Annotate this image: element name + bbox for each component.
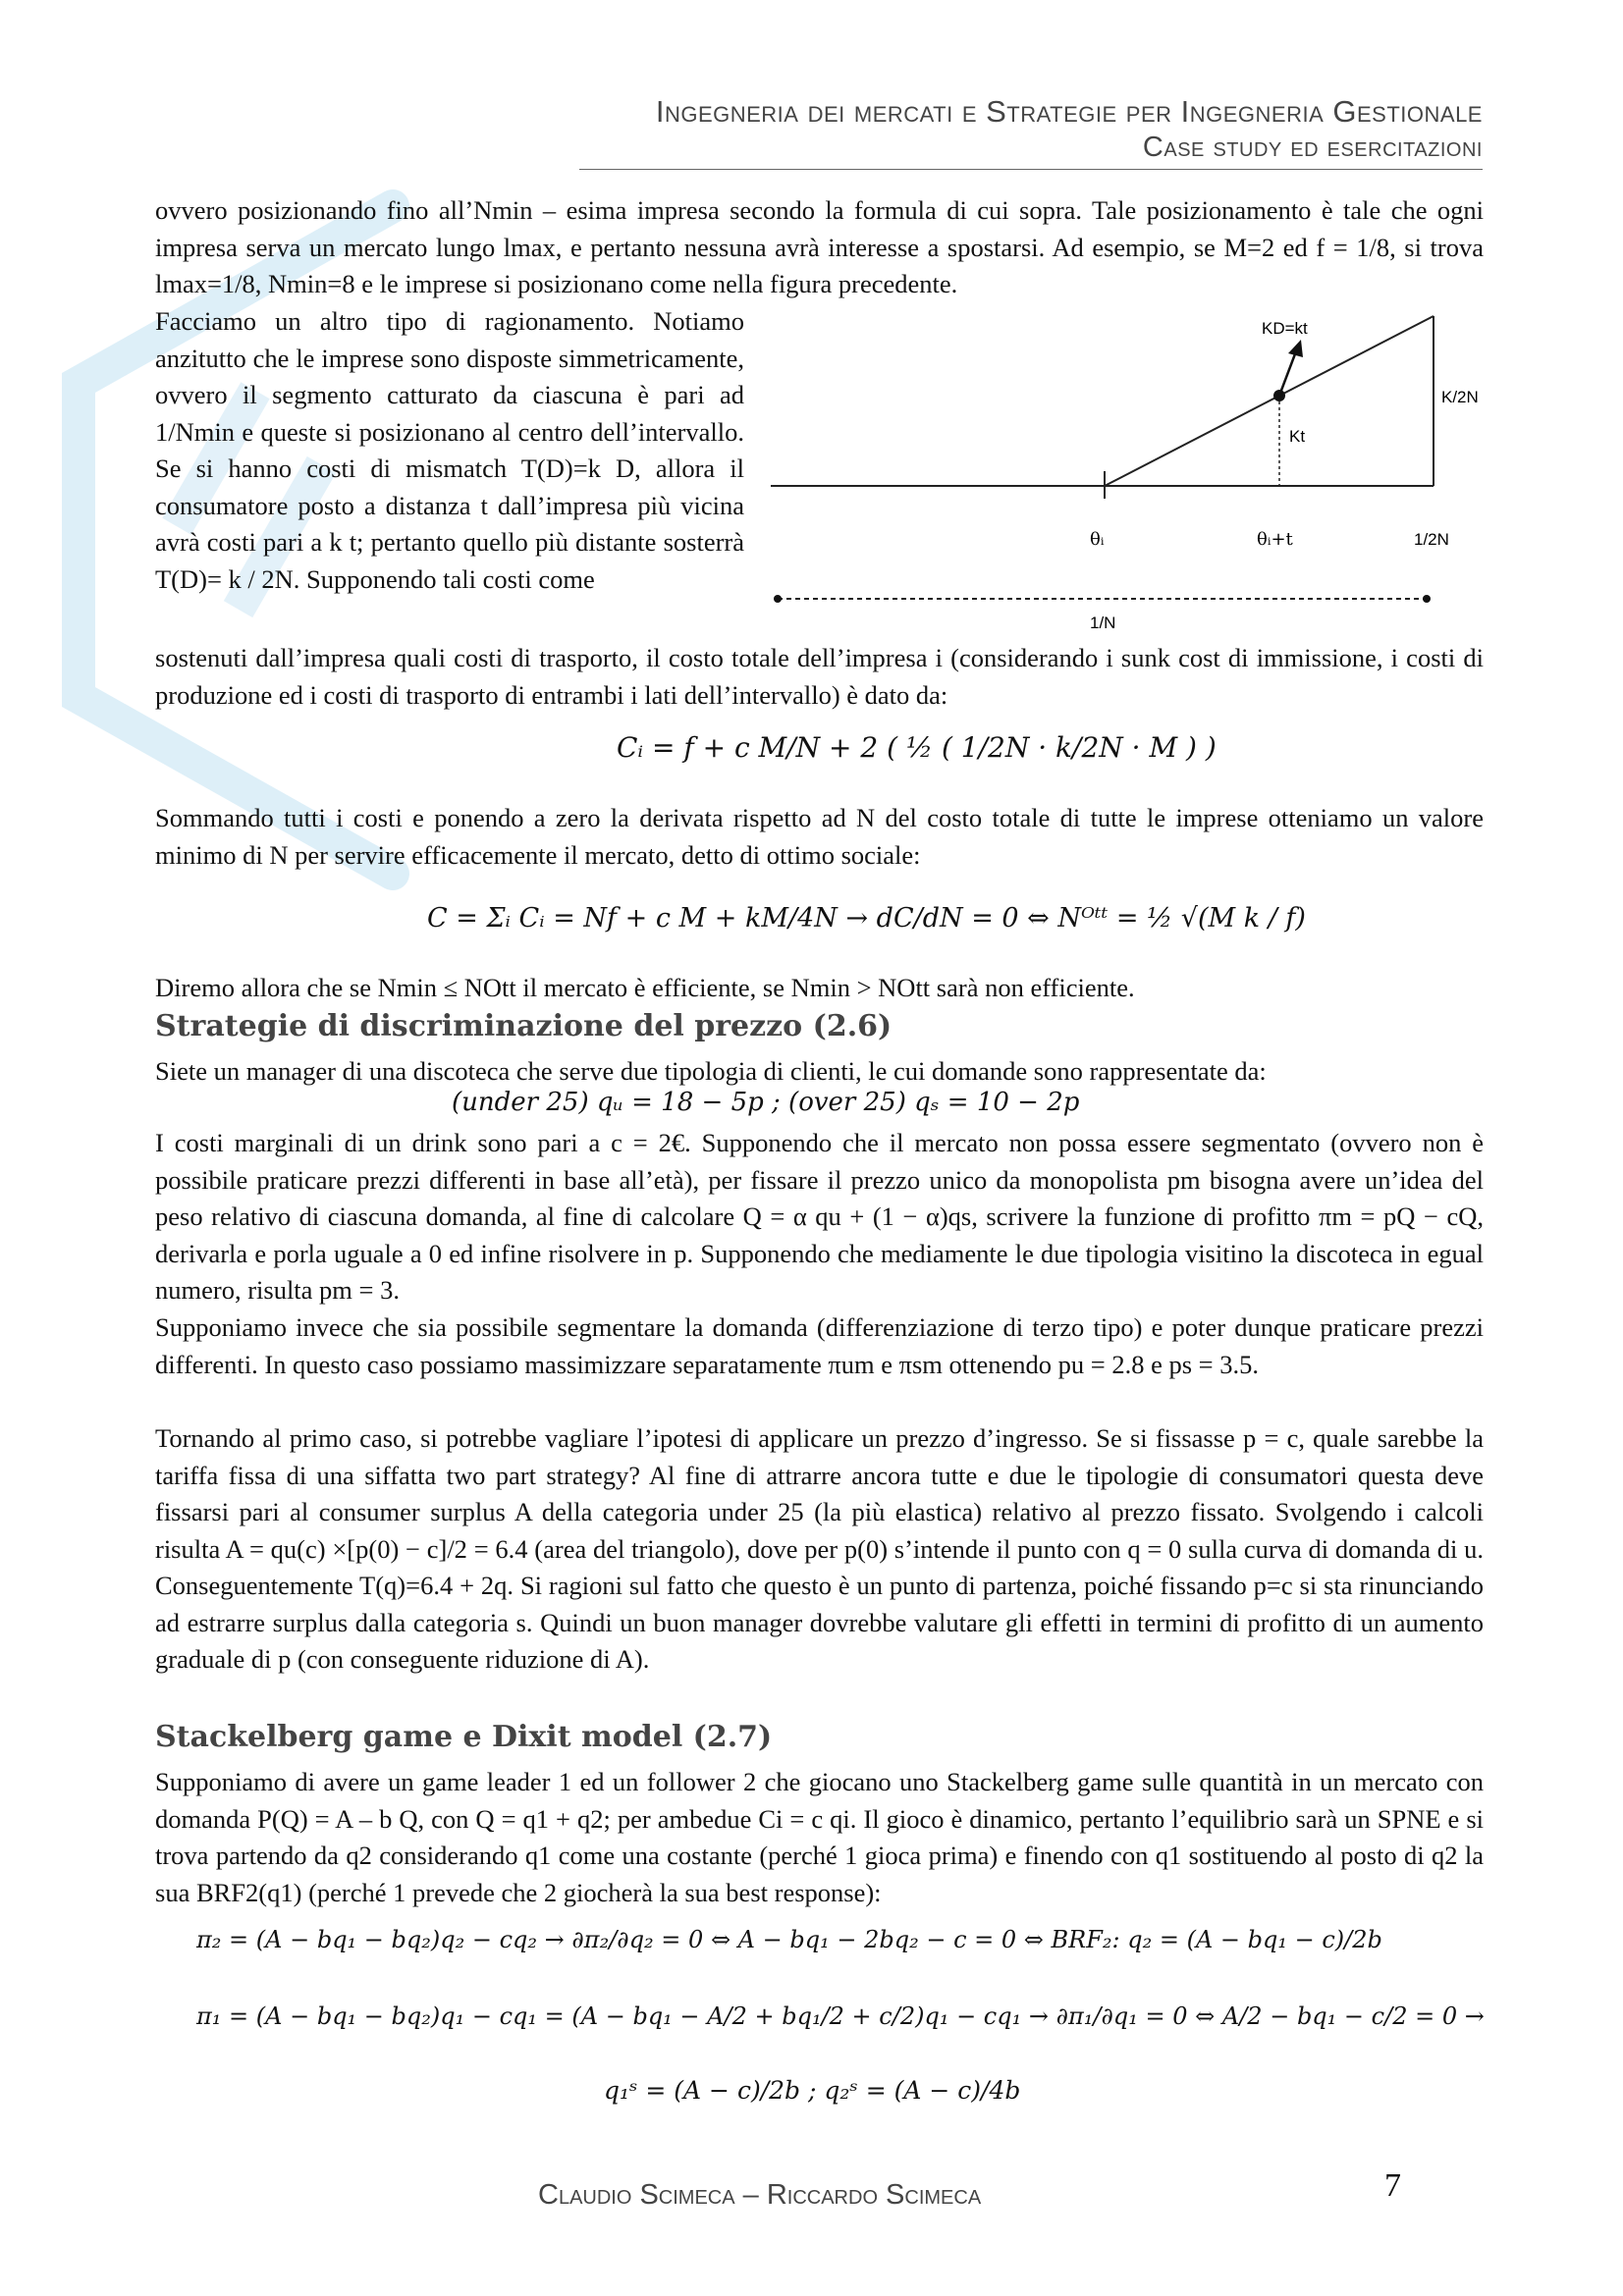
header-title: Ingegneria dei mercati e Strategie per Ingegneria Gestionale <box>655 94 1483 129</box>
diagram-label-kt: Kt <box>1289 427 1306 446</box>
section-heading-price-discrimination: Strategie di discriminazione del prezzo (2.6) <box>155 1009 893 1043</box>
diagram-span-right-dot <box>1423 595 1431 603</box>
diagram-arrow-head-icon <box>1288 340 1303 357</box>
diagram-slope-line <box>1105 316 1434 486</box>
equation-total-cost: C = Σᵢ Cᵢ = Nf + c M + kM/4N → dC/dN = 0 ⇔ Nᴼᵗᵗ = ½ √(M k / f) <box>427 903 1306 934</box>
diagram-label-kd: KD=kt <box>1262 319 1308 338</box>
diagram-label-one-n: 1/N <box>1090 614 1116 632</box>
header-subtitle: Case study ed esercitazioni <box>1142 132 1483 163</box>
paragraph-1: ovvero posizionando fino all’Nmin – esima impresa secondo la formula di cui sopra. Tale posizionamento è tale che ogni impresa serva un mercato lungo lmax, e pertanto nessuna avrà interesse a spostarsi. Ad esempio, se M=2 ed f = 1/8, si trova lmax=1/8, Nmin=8 e le imprese si posizionano come nella figura precedente. <box>155 195 1484 298</box>
paragraph-10: Supponiamo di avere un game leader 1 ed un follower 2 che giocano uno Stackelberg game sulle quantità in un mercato con domanda P(Q) = A – b Q, con Q = q1 + q2; per ambedue Ci = c qi. Il gioco è dinamico, pertanto l’equilibrio sarà un SPNE e si trova partendo da q2 considerando q1 come una costante (perché 1 gioca prima) e finendo con q1 sostituendo al posto di q2 la sua BRF2(q1) (perché 1 prevede che 2 giocherà la sua best response): <box>155 1767 1484 1907</box>
mismatch-cost-diagram <box>766 304 1492 632</box>
diagram-label-theta-it: θᵢ+t <box>1257 529 1293 550</box>
paragraph-5: Diremo allora che se Nmin ≤ NOtt il mercato è efficiente, se Nmin > NOtt sarà non efficiente. <box>155 973 1135 1002</box>
paragraph-3: sostenuti dall’impresa quali costi di trasporto, il costo totale dell’impresa i (considerando i sunk cost di immissione, i costi di produzione ed i costi di trasporto di entrambi i lati dell’intervallo) è dato da: <box>155 643 1484 710</box>
diagram-label-half-n: 1/2N <box>1414 530 1449 549</box>
page-number: 7 <box>1384 2167 1401 2204</box>
equation-stackelberg-quantities: q₁ˢ = (A − c)/2b ; q₂ˢ = (A − c)/4b <box>604 2076 1021 2105</box>
equation-ci: Cᵢ = f + c M/N + 2 ( ½ ( 1/2N · k/2N · M ) ) <box>617 731 1217 764</box>
equation-demands: (under 25) qᵤ = 18 − 5p ; (over 25) qₛ = 10 − 2p <box>452 1088 1080 1117</box>
footer-authors: Claudio Scimeca – Riccardo Scimeca <box>538 2179 982 2211</box>
paragraph-8: Supponiamo invece che sia possibile segmentare la domanda (differenziazione di terzo tipo) e poter dunque praticare prezzi differenti. In questo caso possiamo massimizzare separatamente πum e πsm ottenendo pu = 2.8 e ps = 3.5. <box>155 1312 1484 1379</box>
section-heading-stackelberg: Stackelberg game e Dixit model (2.7) <box>155 1720 773 1754</box>
diagram-span-left-dot <box>774 595 782 603</box>
paragraph-6: Siete un manager di una discoteca che serve due tipologia di clienti, le cui domande sono rappresentate da: <box>155 1056 1267 1086</box>
paragraph-4: Sommando tutti i costi e ponendo a zero la derivata rispetto ad N del costo totale di tutte le imprese otteniamo un valore minimo di N per servire efficacemente il mercato, detto di ottimo sociale: <box>155 803 1484 870</box>
paragraph-7: I costi marginali di un drink sono pari a c = 2€. Supponendo che il mercato non possa essere segmentato (ovvero non è possibile praticare prezzi differenti in base all’età), per fissare il prezzo unico da monopolista pm bisogna avere un’idea del peso relativo di ciascuna domanda, al fine di calcolare Q = α qu + (1 − α)qs, scrivere la funzione di profitto πm = pQ − cQ, derivarla e porla uguale a 0 ed infine risolvere in p. Supponendo che mediamente le due tipologia visitino la discoteca in egual numero, risulta pm = 3. <box>155 1128 1484 1305</box>
equation-pi1: π₁ = (A − bq₁ − bq₂)q₁ − cq₁ = (A − bq₁ − A/2 + bq₁/2 + c/2)q₁ − cq₁ → ∂π₁/∂q₁ = 0 ⇔ A/2 − bq₁ − c/2 = 0 → <box>196 2002 1485 2030</box>
paragraph-2: Facciamo un altro tipo di ragionamento. Notiamo anzitutto che le imprese sono disposte simmetricamente, ovvero il segmento catturato da ciascuna è pari ad 1/Nmin e queste si posizionano al centro dell’intervallo. Se si hanno costi di mismatch T(D)=k D, allora il consumatore posto a distanza t dall’impresa più vicina avrà costi pari a k t; pertanto quello più distante sosterrà T(D)= k / 2N. Supponendo tali costi come <box>155 306 744 594</box>
diagram-label-k2n: K/2N <box>1441 388 1479 406</box>
header-rule <box>579 169 1483 170</box>
diagram-label-theta-i: θᵢ <box>1090 529 1105 550</box>
paragraph-9: Tornando al primo caso, si potrebbe vagliare l’ipotesi di applicare un prezzo d’ingresso. Se si fissasse p = c, quale sarebbe la tariffa fissa di una siffatta two part strategy? Al fine di attrarre ancora tutte e due le tipologie di consumatori questa deve fissarsi pari al consumer surplus A della categoria under 25 (la più elastica) relativo al prezzo fissato. Svolgendo i calcoli risulta A = qu(c) ×[p(0) − c]/2 = 6.4 (area del triangolo), dove per p(0) s’intende il punto con q = 0 sulla curva di domanda di u. Conseguentemente T(q)=6.4 + 2q. Si ragioni sul fatto che questo è un punto di partenza, poiché fissando p=c si sta rinunciando ad estrarre surplus dalla categoria s. Quindi un buon manager dovrebbe valutare gli effetti in termini di profitto di un aumento graduale di p (con conseguente riduzione di A). <box>155 1423 1484 1674</box>
equation-pi2: π₂ = (A − bq₁ − bq₂)q₂ − cq₂ → ∂π₂/∂q₂ = 0 ⇔ A − bq₁ − 2bq₂ − c = 0 ⇔ BRF₂: q₂ = (A − bq₁ − c)/2b <box>196 1926 1382 1953</box>
